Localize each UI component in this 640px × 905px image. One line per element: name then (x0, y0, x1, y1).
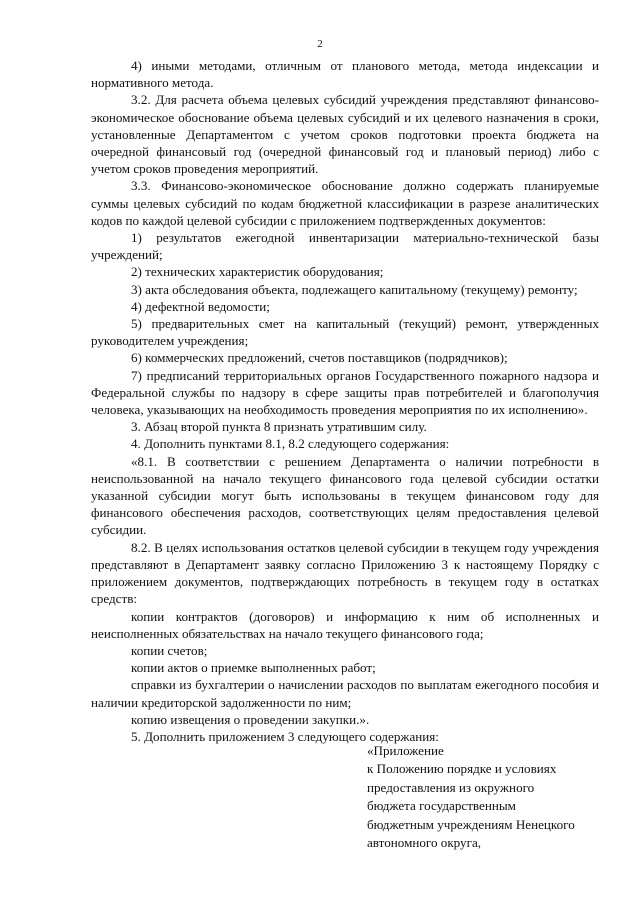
annex-line: к Положению порядке и условиях (367, 761, 557, 777)
list-item: справки из бухгалтерии о начислении расходов по выплатам ежегодного пособия и наличии кредиторской задолженности по ним; (91, 677, 599, 710)
list-item: копии счетов; (131, 642, 208, 658)
annex-header (367, 742, 607, 852)
paragraph: 3. Абзац второй пункта 8 признать утратившим силу. (131, 419, 427, 435)
list-item: копию извещения о проведении закупки.». (131, 711, 370, 727)
document-body (91, 57, 599, 745)
annex-line: бюджета государственным (367, 798, 516, 814)
annex-line: предоставления из окружного (367, 779, 535, 795)
list-item: 4) дефектной ведомости; (131, 298, 270, 314)
list-item: 1) результатов ежегодной инвентаризации материально-технической базы учреждений; (91, 230, 599, 263)
annex-line: бюджетным учреждениям Ненецкого (367, 816, 575, 832)
list-item: 2) технических характеристик оборудования; (131, 264, 384, 280)
annex-line: «Приложение (367, 743, 444, 758)
paragraph: 8.2. В целях использования остатков целевой субсидии в текущем году учреждения представляют в Департамент заявку согласно Приложению 3 к настоящему Порядку с приложением документов, подтверждающих потребность в текущем году в остатках средств: (91, 539, 599, 607)
paragraph: 3.3. Финансово-экономическое обоснование должно содержать планируемые суммы целевых субсидий по кодам бюджетной классификации в разрезе аналитических кодов по каждой целевой субсидии с приложением подтвержденных документов: (91, 178, 599, 228)
page-number: 2 (317, 38, 323, 50)
list-item: 6) коммерческих предложений, счетов поставщиков (подрядчиков); (131, 350, 508, 366)
paragraph: 4. Дополнить пунктами 8.1, 8.2 следующего содержания: (131, 436, 450, 452)
paragraph: 4) иными методами, отличным от планового метода, метода индексации и нормативного метода. (91, 58, 599, 91)
list-item: 5) предварительных смет на капитальный (текущий) ремонт, утвержденных руководителем учреждения; (91, 316, 599, 349)
paragraph: 5. Дополнить приложением 3 следующего содержания: (131, 728, 439, 744)
annex-line: автономного округа, (367, 835, 482, 851)
paragraph: 3.2. Для расчета объема целевых субсидий учреждения представляют финансово-экономическое обоснование объема целевых субсидий и их целевого назначения в сроки, установленные Департаментом с учетом сроков подготовки проекта бюджета на очередной финансовый год (очередной финансовый год и плановый период) либо с учетом сроков проведения мероприятий. (91, 92, 599, 177)
list-item: копии актов о приемке выполненных работ; (131, 660, 376, 676)
list-item: 7) предписаний территориальных органов Государственного пожарного надзора и Федеральной службы по надзору в сфере защиты прав потребителей и благополучия человека, указывающих на необходимость проведения мероприятия по их исполнению». (91, 367, 599, 418)
list-item: 3) акта обследования объекта, подлежащего капитальному (текущему) ремонту; (131, 281, 578, 297)
list-item: копии контрактов (договоров) и информацию к ним об исполненных и неисполненных обязательствах на начало текущего финансового года; (91, 608, 599, 641)
paragraph: «8.1. В соответствии с решением Департамента о наличии потребности в неиспользованной на начало текущего финансового года целевой субсидии остатки указанной субсидии могут быть использованы в текущем финансовом году для финансового обеспечения расходов, соответствующих целям предоставления целевой субсидии. (91, 453, 599, 538)
